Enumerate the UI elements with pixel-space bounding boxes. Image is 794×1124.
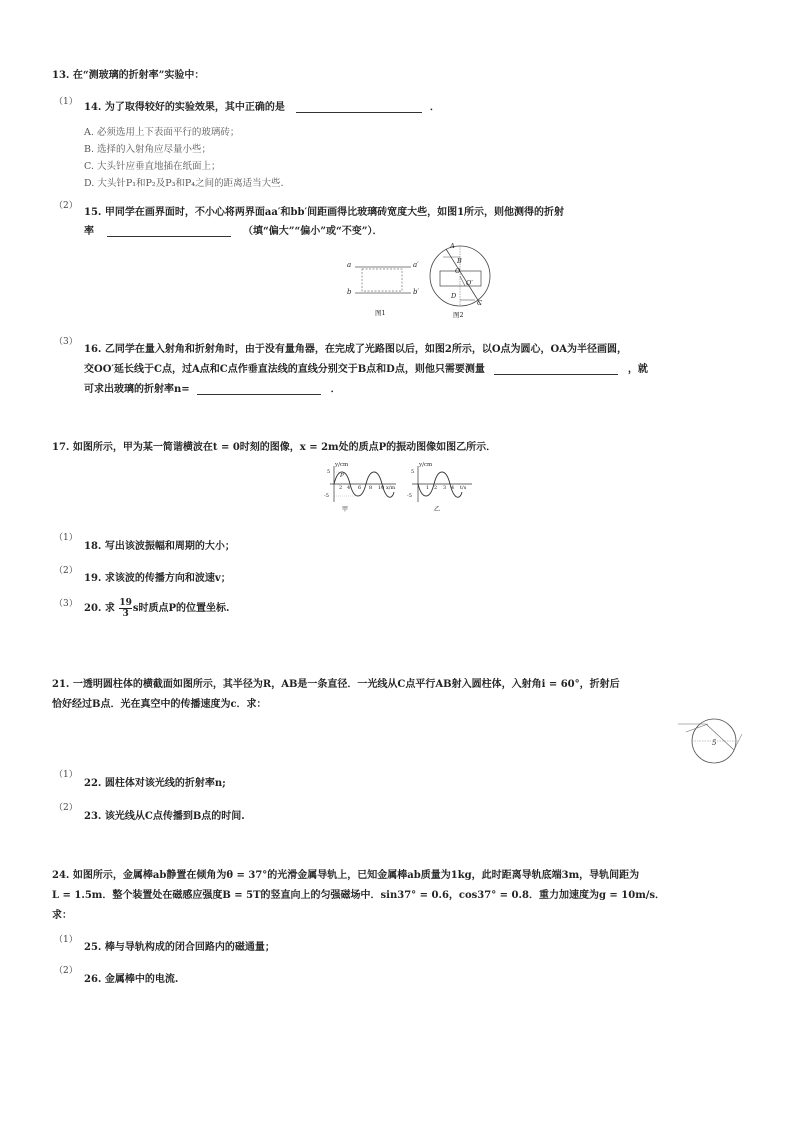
q14-option-c: C. 大头针应垂直地插在纸面上； (84, 161, 221, 172)
q15-text-a: 率 (84, 226, 94, 237)
q24-part1-number: （1） (54, 935, 78, 945)
q20-frac-den: 3 (122, 609, 129, 619)
q13-part1-question (84, 98, 440, 113)
yi-tick-1: 1 (426, 485, 430, 491)
figure-vibration-yi (404, 462, 476, 514)
yi-y-min: -5 (407, 493, 412, 499)
fig2-label-o: O (455, 267, 461, 275)
yi-y-axis-label: y/cm (419, 462, 433, 468)
jia-tick-10: 10 (378, 485, 385, 491)
q22-text: 22. 圆柱体对该光线的折射率n; (84, 778, 226, 789)
q13-part3-number: （3） (54, 337, 78, 347)
fig2-label-d: D (451, 292, 457, 300)
q21-part2-number: （2） (54, 803, 78, 813)
jia-tick-2: 2 (339, 485, 343, 491)
q16-line3 (84, 380, 341, 395)
jia-y-min: -5 (324, 493, 329, 499)
figure-2 (425, 243, 495, 321)
q20-text-a: 20. 求 (84, 603, 115, 614)
fig2-caption: 图2 (453, 311, 464, 319)
q16-measure-blank[interactable] (494, 364, 618, 375)
figure-wave-jia (322, 462, 400, 514)
jia-point-p: P (340, 473, 344, 479)
jia-x-axis-label: x/m (386, 485, 396, 491)
q16-text-b: ，就 (627, 364, 648, 375)
figure-cylinder (676, 712, 746, 770)
q13-title: 13. 在“测玻璃的折射率”实验中： (52, 70, 205, 81)
jia-tick-4: 4 (347, 485, 351, 491)
q25-text: 25. 棒与导轨构成的闭合回路内的磁通量； (84, 942, 275, 953)
fig2-label-c: C (477, 299, 482, 307)
q24-part2-number: （2） (54, 966, 78, 976)
q16-line1: 16. 乙同学在量入射角和折射角时，由于没有量角器，在完成了光路图以后，如图2所示，以O点为圆心，OA为半径画圆， (84, 344, 628, 355)
jia-tick-6: 6 (358, 485, 362, 491)
fig1-caption: 图1 (375, 309, 386, 317)
q17-part2-number: （2） (54, 566, 78, 576)
q16-text-c: 可求出玻璃的折射率n= (84, 384, 190, 395)
figure-1 (345, 258, 425, 320)
q24-line1: 24. 如图所示，金属棒ab静置在倾角为θ = 37°的光滑金属导轨上，已知金属棒ab质量为1kg，此时距离导轨底端3m，导轨间距为 (52, 870, 640, 881)
q24-line2: L = 1.5m．整个装置处在磁感应强度B = 5T的竖直向上的匀强磁场中．sin37° = 0.6，cos37° = 0.8．重力加速度为g = 10m/s． (52, 890, 666, 901)
fig1-label-a-prime: a′ (413, 261, 419, 269)
jia-y-axis-label: y/cm (335, 462, 349, 468)
q16-period: ． (330, 384, 341, 395)
q14-period: ． (429, 102, 440, 113)
yi-tick-4: 4 (451, 485, 455, 491)
jia-caption: 甲 (342, 506, 349, 513)
yi-x-axis-label: t/s (460, 485, 467, 491)
q23-text: 23. 该光线从C点传播到B点的时间. (84, 811, 245, 822)
jia-y-max: 5 (327, 469, 331, 475)
q16-text-a: 交OO′延长线于C点，过A点和C点作垂直法线的直线分别交于B点和D点，则他只需要测量 (84, 364, 485, 375)
q14-answer-blank[interactable] (296, 102, 422, 113)
yi-tick-3: 3 (443, 485, 447, 491)
q17-part3-number: （3） (54, 599, 78, 609)
q19-text: 19. 求该波的传播方向和波速v； (84, 573, 231, 584)
q14-option-d: D. 大头针P₁和P₂及P₃和P₄之间的距离适当大些． (84, 178, 291, 189)
q17-part1-number: （1） (54, 533, 78, 543)
q14-option-a: A. 必须选用上下表面平行的玻璃砖； (84, 127, 240, 138)
q24-line3: 求： (52, 910, 72, 921)
fig1-label-b-prime: b′ (413, 288, 420, 296)
fig2-label-b: B (457, 257, 462, 265)
q16-line2 (84, 360, 648, 375)
fig1-label-a: a (347, 261, 352, 269)
q15-line1: 15. 甲同学在画界面时，不小心将两界面aa′和bb′间距画得比玻璃砖宽度大些，如图1所示，则他测得的折射 (84, 207, 565, 218)
q17-title: 17. 如图所示，甲为某一简谐横波在t = 0时刻的图像，x = 2m处的质点P的振动图像如图乙所示． (52, 442, 497, 453)
q14-option-b: B. 选择的入射角应尽量小些； (84, 144, 212, 155)
q14-text: 14. 为了取得较好的实验效果，其中正确的是 (84, 102, 285, 113)
q20-fraction (119, 598, 132, 619)
yi-y-max: 5 (411, 469, 415, 475)
q15-line2 (84, 222, 382, 237)
q21-line1: 21. 一透明圆柱体的横截面如图所示，其半径为R，AB是一条直径．一光线从C点平行AB射入圆柱体，入射角i = 60°，折射后 (52, 679, 620, 690)
q20-frac-num: 19 (119, 598, 132, 608)
q15-text-b: （填“偏大”“偏小”或“不变”）． (242, 226, 383, 237)
fig1-label-b: b (347, 288, 352, 296)
q20-text-b: s时质点P的位置坐标. (132, 603, 230, 614)
q13-part2-number: （2） (54, 201, 78, 211)
q16-index-blank[interactable] (197, 384, 321, 395)
fig2-label-a: A (450, 242, 455, 250)
q15-answer-blank[interactable] (107, 226, 231, 237)
yi-caption: 乙 (434, 506, 441, 513)
jia-tick-8: 8 (369, 485, 373, 491)
q26-text: 26. 金属棒中的电流. (84, 974, 179, 985)
q21-part1-number: （1） (54, 770, 78, 780)
q18-text: 18. 写出该波振幅和周期的大小； (84, 541, 235, 552)
q21-line2: 恰好经过B点．光在真空中的传播速度为c．求： (52, 699, 267, 710)
q20-text (84, 598, 230, 619)
yi-tick-2: 2 (434, 485, 438, 491)
fig2-label-o-prime: O′ (466, 279, 473, 287)
cylinder-label: 5 (712, 739, 717, 747)
q13-part1-number: （1） (54, 97, 78, 107)
